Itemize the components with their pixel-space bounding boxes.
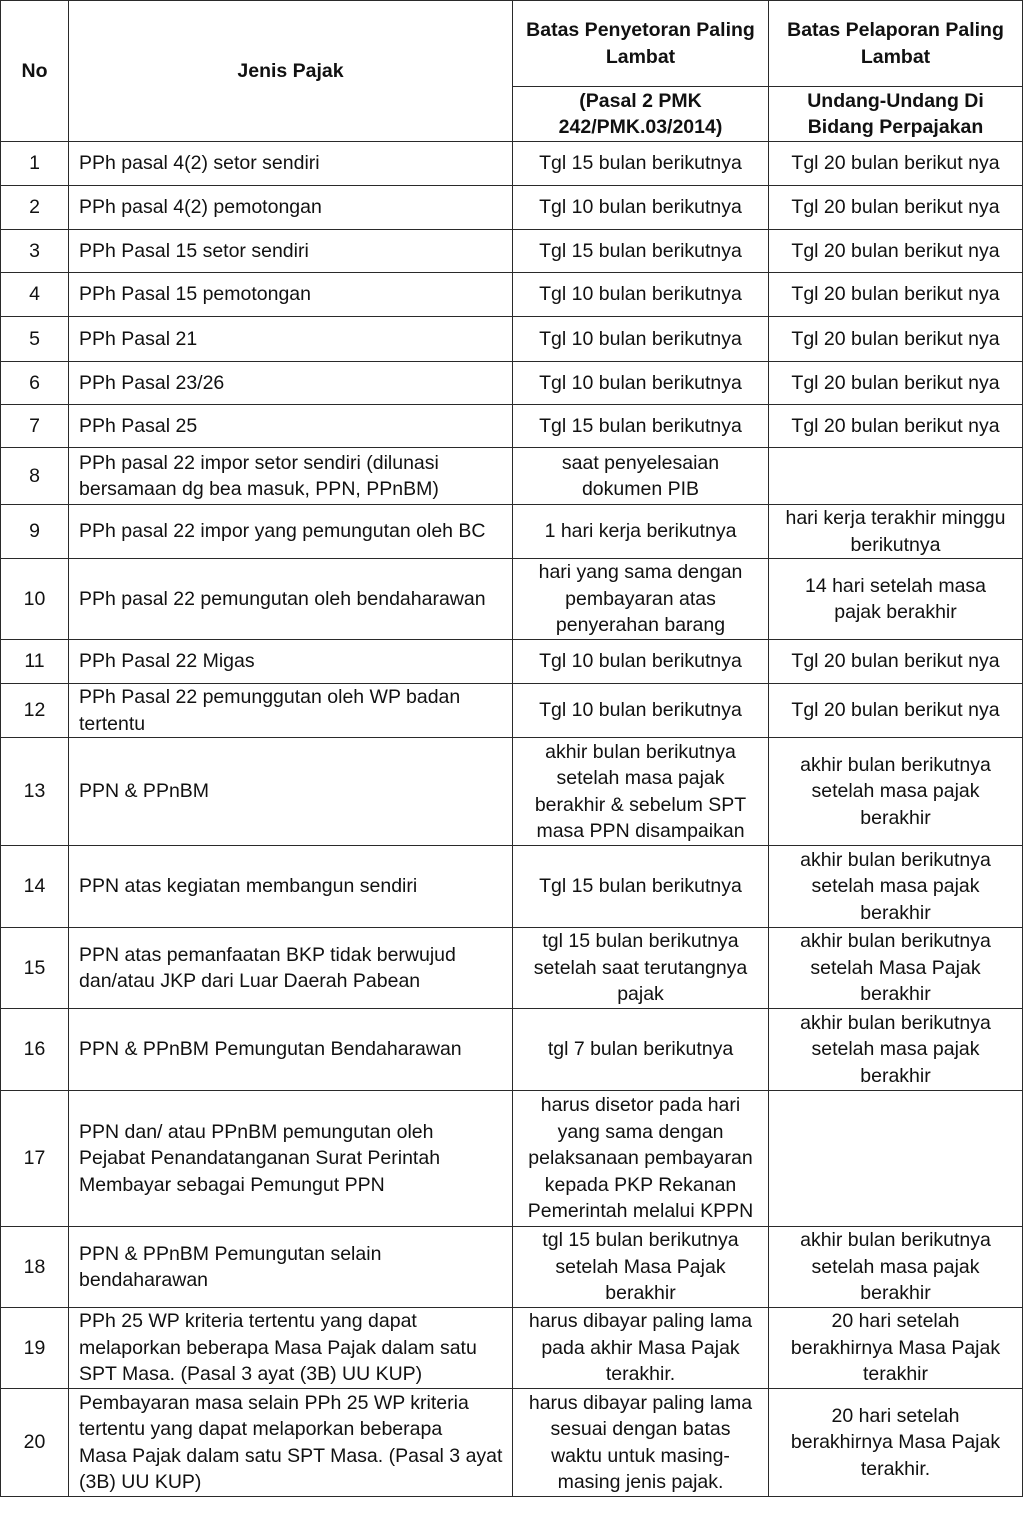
batas-penyetoran-cell: harus dibayar paling lama pada akhir Masa Pajak terakhir. <box>513 1308 769 1389</box>
batas-penyetoran-cell: Tgl 10 bulan berikutnya <box>513 186 769 230</box>
batas-pelaporan-cell: akhir bulan berikutnya setelah masa pajak berakhir <box>769 738 1023 846</box>
batas-pelaporan-cell: 14 hari setelah masa pajak berakhir <box>769 559 1023 640</box>
row-number: 13 <box>1 738 69 846</box>
table-row <box>1 273 1023 317</box>
batas-penyetoran-cell: 1 hari kerja berikutnya <box>513 505 769 559</box>
header-pelaporan-dasar-hukum: Undang-Undang Di Bidang Perpajakan <box>769 87 1023 142</box>
batas-pelaporan-cell: 20 hari setelah berakhirnya Masa Pajak terakhir. <box>769 1389 1023 1497</box>
batas-penyetoran-cell: Tgl 15 bulan berikutnya <box>513 142 769 186</box>
row-number: 5 <box>1 317 69 362</box>
batas-pelaporan-cell: akhir bulan berikutnya setelah masa pajak berakhir <box>769 1227 1023 1308</box>
jenis-pajak-cell: PPh Pasal 15 setor sendiri <box>69 230 513 273</box>
row-number: 9 <box>1 505 69 559</box>
row-number: 4 <box>1 273 69 317</box>
batas-penyetoran-cell: Tgl 10 bulan berikutnya <box>513 273 769 317</box>
table-row <box>1 846 1023 928</box>
batas-penyetoran-cell: tgl 15 bulan berikutnya setelah Masa Pajak berakhir <box>513 1227 769 1308</box>
batas-pelaporan-cell: Tgl 20 bulan berikut nya <box>769 405 1023 448</box>
batas-penyetoran-cell: Tgl 10 bulan berikutnya <box>513 684 769 738</box>
batas-pelaporan-cell: akhir bulan berikutnya setelah masa pajak berakhir <box>769 1009 1023 1091</box>
jenis-pajak-cell: PPh Pasal 23/26 <box>69 362 513 405</box>
jenis-pajak-cell: PPh pasal 4(2) pemotongan <box>69 186 513 230</box>
row-number: 15 <box>1 928 69 1009</box>
batas-penyetoran-cell: Tgl 10 bulan berikutnya <box>513 317 769 362</box>
batas-penyetoran-cell: Tgl 10 bulan berikutnya <box>513 362 769 405</box>
jenis-pajak-cell: PPh pasal 22 impor setor sendiri (dilunasi bersamaan dg bea masuk, PPN, PPnBM) <box>69 448 513 505</box>
batas-penyetoran-cell: hari yang sama dengan pembayaran atas penyerahan barang <box>513 559 769 640</box>
table-row <box>1 1227 1023 1308</box>
batas-penyetoran-cell: Tgl 15 bulan berikutnya <box>513 405 769 448</box>
jenis-pajak-cell: PPN dan/ atau PPnBM pemungutan oleh Pejabat Penandatanganan Surat Perintah Membayar sebagai Pemungut PPN <box>69 1091 513 1227</box>
batas-penyetoran-cell: harus dibayar paling lama sesuai dengan batas waktu untuk masing- masing jenis pajak. <box>513 1389 769 1497</box>
batas-pelaporan-cell: Tgl 20 bulan berikut nya <box>769 640 1023 684</box>
header-batas-pelaporan: Batas Pelaporan Paling Lambat <box>769 1 1023 87</box>
header-penyetoran-dasar-hukum: (Pasal 2 PMK 242/PMK.03/2014) <box>513 87 769 142</box>
table-row <box>1 738 1023 846</box>
table-row <box>1 362 1023 405</box>
jenis-pajak-cell: PPh Pasal 21 <box>69 317 513 362</box>
batas-pelaporan-cell <box>769 448 1023 505</box>
batas-pelaporan-cell: Tgl 20 bulan berikut nya <box>769 273 1023 317</box>
batas-pelaporan-cell: Tgl 20 bulan berikut nya <box>769 317 1023 362</box>
table-row <box>1 142 1023 186</box>
batas-penyetoran-cell: akhir bulan berikutnya setelah masa pajak berakhir & sebelum SPT masa PPN disampaikan <box>513 738 769 846</box>
header-jenis-pajak: Jenis Pajak <box>69 1 513 142</box>
table-body <box>1 142 1023 1497</box>
row-number: 3 <box>1 230 69 273</box>
table-row <box>1 448 1023 505</box>
row-number: 18 <box>1 1227 69 1308</box>
jenis-pajak-cell: PPN & PPnBM Pemungutan selain bendaharawan <box>69 1227 513 1308</box>
row-number: 12 <box>1 684 69 738</box>
table-row <box>1 505 1023 559</box>
header-row-top <box>1 1 1023 87</box>
jenis-pajak-cell: PPh Pasal 25 <box>69 405 513 448</box>
batas-penyetoran-cell: tgl 15 bulan berikutnya setelah saat terutangnya pajak <box>513 928 769 1009</box>
row-number: 6 <box>1 362 69 405</box>
batas-pelaporan-cell <box>769 1091 1023 1227</box>
batas-penyetoran-cell: Tgl 10 bulan berikutnya <box>513 640 769 684</box>
row-number: 1 <box>1 142 69 186</box>
table-row <box>1 640 1023 684</box>
header-batas-penyetoran: Batas Penyetoran Paling Lambat <box>513 1 769 87</box>
table-row <box>1 405 1023 448</box>
batas-pelaporan-cell: akhir bulan berikutnya setelah Masa Pajak berakhir <box>769 928 1023 1009</box>
table-row <box>1 1389 1023 1497</box>
row-number: 8 <box>1 448 69 505</box>
table-row <box>1 928 1023 1009</box>
batas-penyetoran-cell: Tgl 15 bulan berikutnya <box>513 230 769 273</box>
jenis-pajak-cell: PPN & PPnBM Pemungutan Bendaharawan <box>69 1009 513 1091</box>
jenis-pajak-cell: PPh Pasal 22 pemunggutan oleh WP badan tertentu <box>69 684 513 738</box>
row-number: 7 <box>1 405 69 448</box>
batas-pelaporan-cell: hari kerja terakhir minggu berikutnya <box>769 505 1023 559</box>
batas-pelaporan-cell: Tgl 20 bulan berikut nya <box>769 142 1023 186</box>
batas-penyetoran-cell: saat penyelesaian dokumen PIB <box>513 448 769 505</box>
batas-pelaporan-cell: akhir bulan berikutnya setelah masa pajak berakhir <box>769 846 1023 928</box>
jenis-pajak-cell: PPh Pasal 22 Migas <box>69 640 513 684</box>
table-row <box>1 1308 1023 1389</box>
row-number: 11 <box>1 640 69 684</box>
jenis-pajak-cell: PPh pasal 22 pemungutan oleh bendaharawan <box>69 559 513 640</box>
row-number: 2 <box>1 186 69 230</box>
batas-pelaporan-cell: Tgl 20 bulan berikut nya <box>769 362 1023 405</box>
jenis-pajak-cell: PPh pasal 4(2) setor sendiri <box>69 142 513 186</box>
table-row <box>1 186 1023 230</box>
row-number: 17 <box>1 1091 69 1227</box>
table-row <box>1 230 1023 273</box>
row-number: 10 <box>1 559 69 640</box>
batas-pelaporan-cell: Tgl 20 bulan berikut nya <box>769 230 1023 273</box>
jenis-pajak-cell: PPN atas kegiatan membangun sendiri <box>69 846 513 928</box>
jenis-pajak-cell: PPh pasal 22 impor yang pemungutan oleh BC <box>69 505 513 559</box>
table-row <box>1 1009 1023 1091</box>
batas-pelaporan-cell: 20 hari setelah berakhirnya Masa Pajak terakhir <box>769 1308 1023 1389</box>
table-row <box>1 1091 1023 1227</box>
batas-penyetoran-cell: Tgl 15 bulan berikutnya <box>513 846 769 928</box>
batas-pelaporan-cell: Tgl 20 bulan berikut nya <box>769 684 1023 738</box>
table-row <box>1 559 1023 640</box>
batas-penyetoran-cell: tgl 7 bulan berikutnya <box>513 1009 769 1091</box>
jenis-pajak-cell: PPh 25 WP kriteria tertentu yang dapat melaporkan beberapa Masa Pajak dalam satu SPT Masa. (Pasal 3 ayat (3B) UU KUP) <box>69 1308 513 1389</box>
row-number: 16 <box>1 1009 69 1091</box>
row-number: 20 <box>1 1389 69 1497</box>
jenis-pajak-cell: PPh Pasal 15 pemotongan <box>69 273 513 317</box>
row-number: 14 <box>1 846 69 928</box>
table-row <box>1 317 1023 362</box>
table-row <box>1 684 1023 738</box>
jenis-pajak-cell: Pembayaran masa selain PPh 25 WP kriteria tertentu yang dapat melaporkan beberapa Masa Pajak dalam satu SPT Masa. (Pasal 3 ayat (3B) UU KUP) <box>69 1389 513 1497</box>
jenis-pajak-cell: PPN atas pemanfaatan BKP tidak berwujud dan/atau JKP dari Luar Daerah Pabean <box>69 928 513 1009</box>
header-no: No <box>1 1 69 142</box>
row-number: 19 <box>1 1308 69 1389</box>
jenis-pajak-cell: PPN & PPnBM <box>69 738 513 846</box>
batas-penyetoran-cell: harus disetor pada hari yang sama dengan pelaksanaan pembayaran kepada PKP Rekanan Pemerintah melalui KPPN <box>513 1091 769 1227</box>
batas-pelaporan-cell: Tgl 20 bulan berikut nya <box>769 186 1023 230</box>
